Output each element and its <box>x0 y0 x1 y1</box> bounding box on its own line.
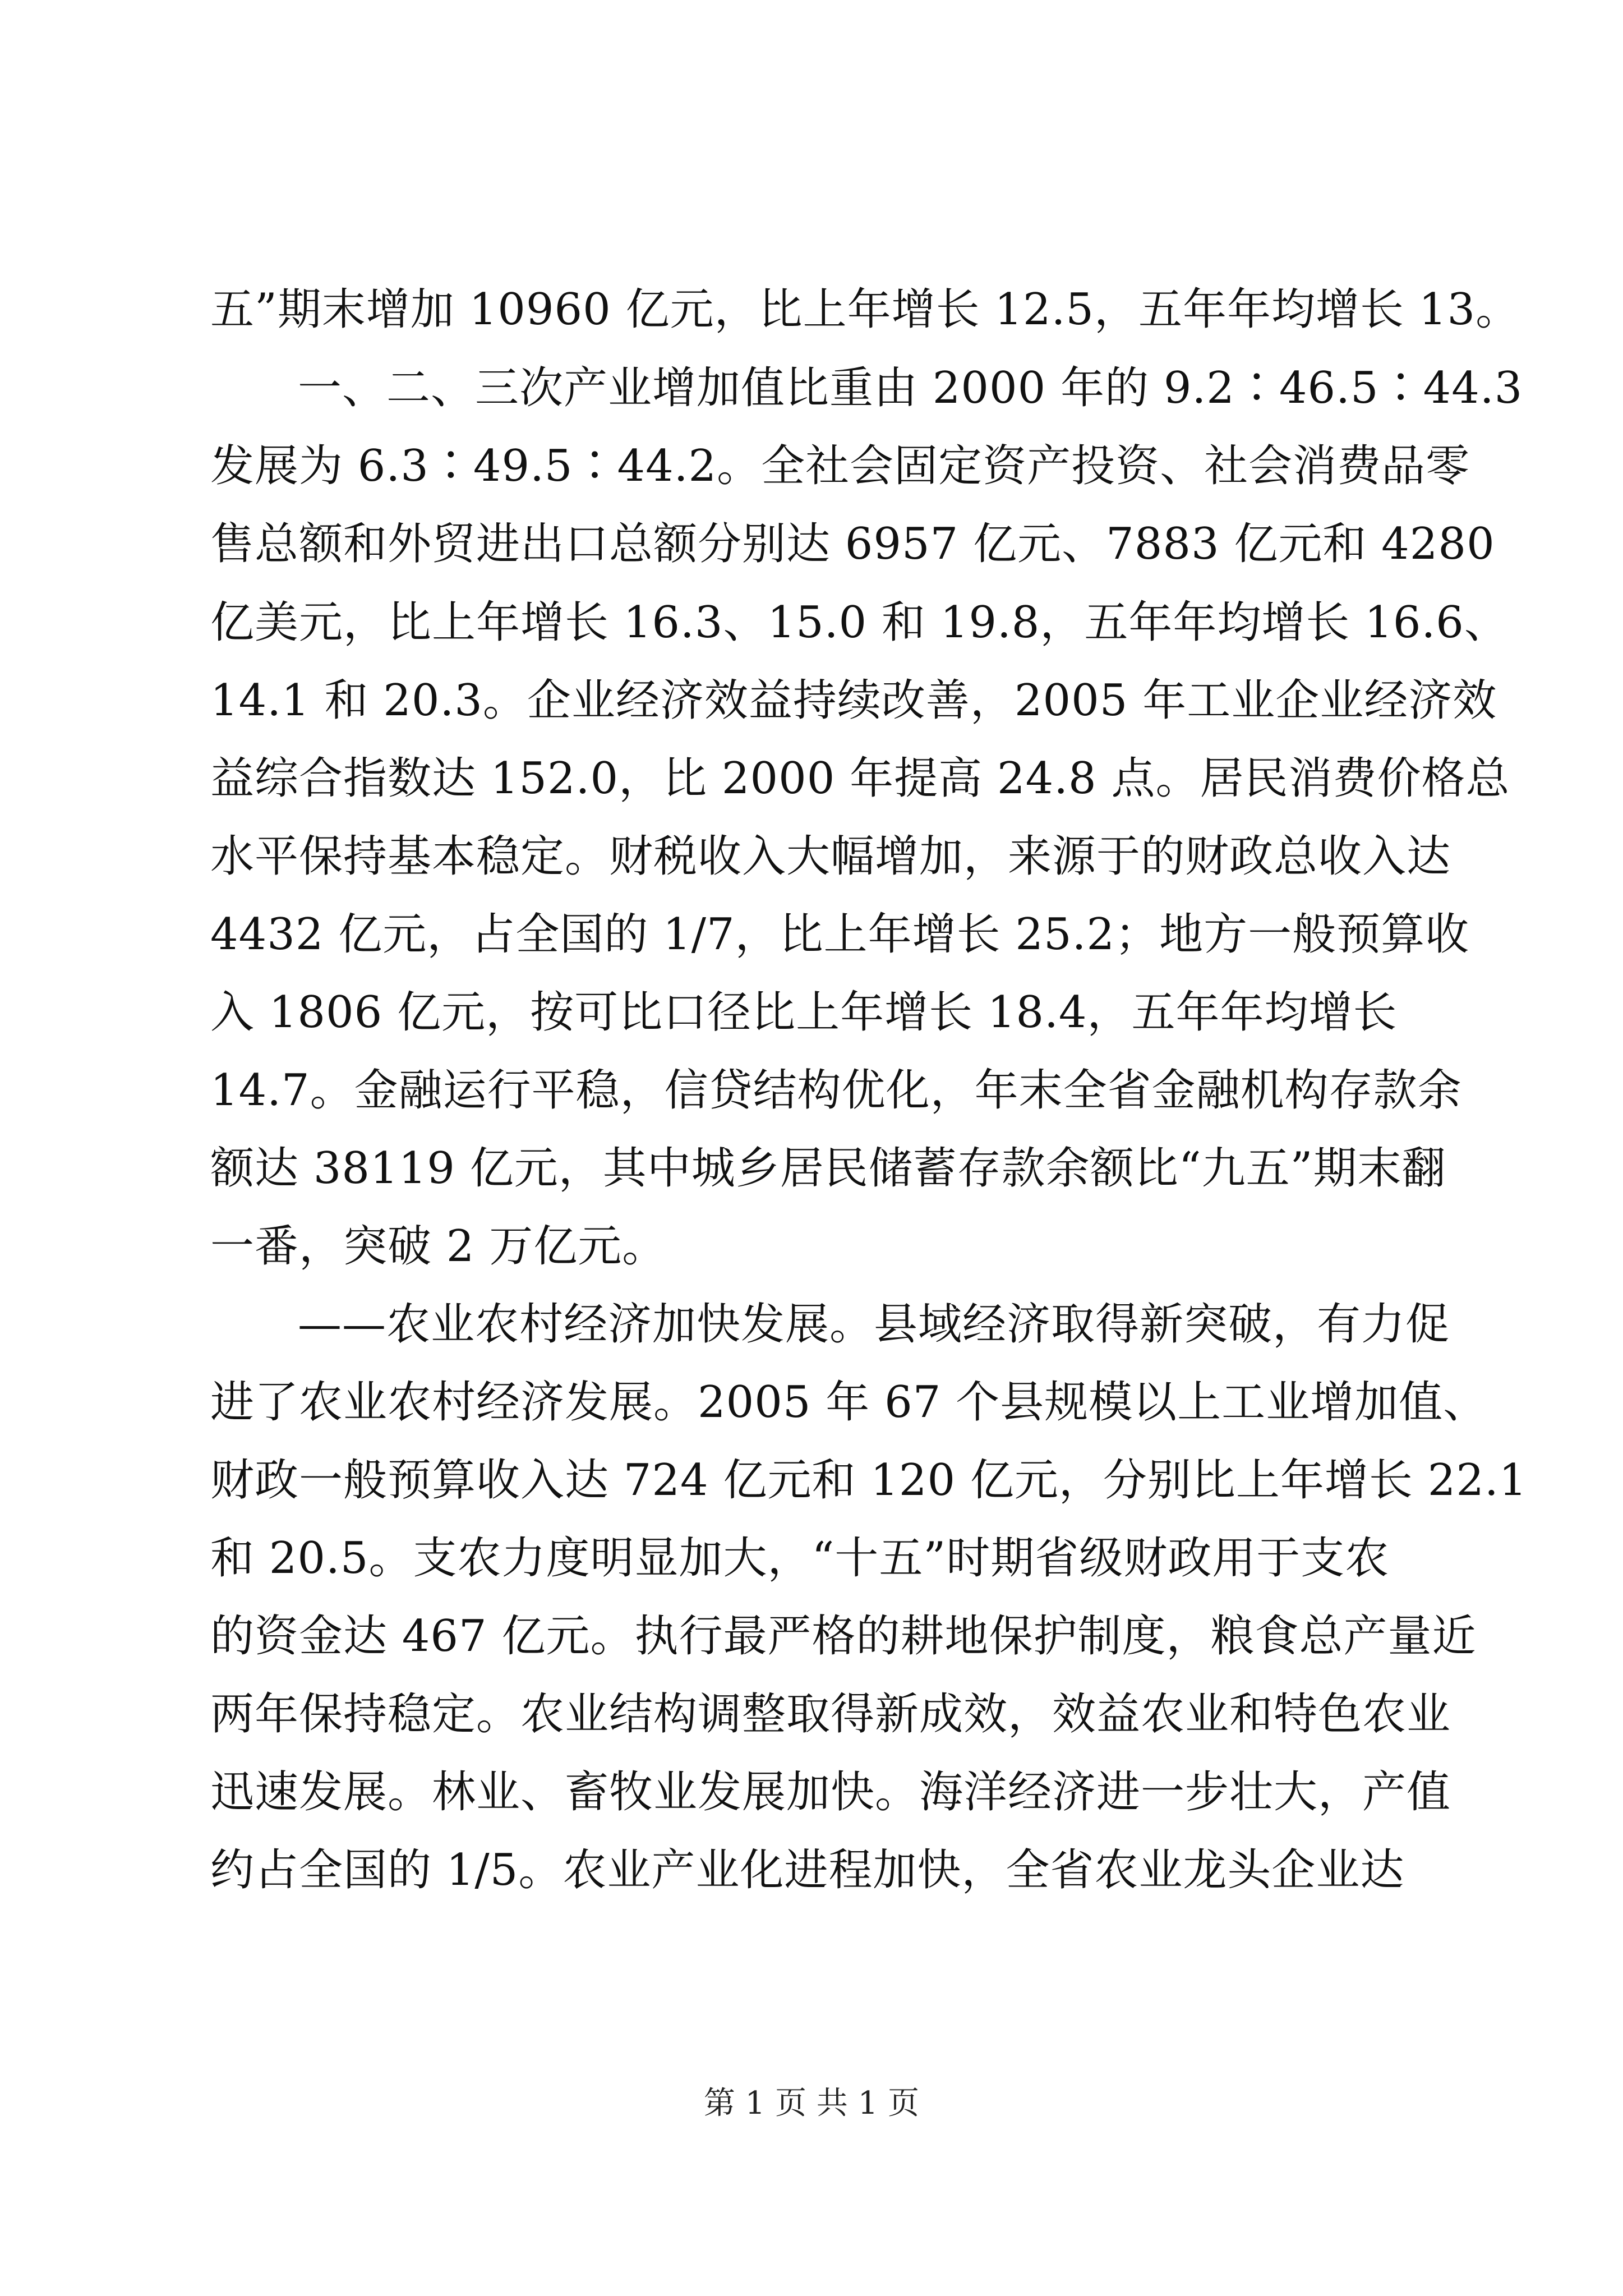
paragraph-line-13: 一番，突破 2 万亿元。 <box>210 1221 667 1272</box>
paragraph-line-6: 14.1 和 20.3。企业经济效益持续改善，2005 年工业企业经济效 <box>210 675 1497 726</box>
paragraph-line-2: 一、二、三次产业增加值比重由 2000 年的 9.2∶46.5∶44.3 <box>298 363 1523 413</box>
paragraph-line-12: 额达 38119 亿元，其中城乡居民储蓄存款余额比“九五”期末翻 <box>210 1143 1446 1194</box>
paragraph-line-21: 约占全国的 1/5。农业产业化进程加快，全省农业龙头企业达 <box>210 1845 1405 1895</box>
paragraph-line-8: 水平保持基本稳定。财税收入大幅增加，来源于的财政总收入达 <box>210 831 1451 882</box>
paragraph-line-7: 益综合指数达 152.0，比 2000 年提高 24.8 点。居民消费价格总 <box>210 753 1510 804</box>
paragraph-line-17: 和 20.5。支农力度明显加大，“十五”时期省级财政用于支农 <box>210 1533 1390 1584</box>
paragraph-line-9: 4432 亿元，占全国的 1/7，比上年增长 25.2；地方一般预算收 <box>210 909 1470 960</box>
paragraph-line-1: 五”期末增加 10960 亿元，比上年增长 12.5，五年年均增长 13。 <box>210 284 1520 335</box>
paragraph-line-16: 财政一般预算收入达 724 亿元和 120 亿元，分别比上年增长 22.1 <box>210 1455 1528 1506</box>
paragraph-line-10: 入 1806 亿元，按可比口径比上年增长 18.4，五年年均增长 <box>210 987 1398 1038</box>
paragraph-line-20: 迅速发展。林业、畜牧业发展加快。海洋经济进一步壮大，产值 <box>210 1767 1451 1818</box>
paragraph-line-3: 发展为 6.3∶49.5∶44.2。全社会固定资产投资、社会消费品零 <box>210 441 1470 491</box>
paragraph-line-19: 两年保持稳定。农业结构调整取得新成效，效益农业和特色农业 <box>210 1689 1451 1740</box>
page-number-footer: 第 1 页 共 1 页 <box>703 2085 920 2122</box>
paragraph-line-5: 亿美元，比上年增长 16.3、15.0 和 19.8，五年年均增长 16.6、 <box>210 597 1509 648</box>
paragraph-line-14: ——农业农村经济加快发展。县域经济取得新突破，有力促 <box>298 1299 1450 1350</box>
paragraph-line-15: 进了农业农村经济发展。2005 年 67 个县规模以上工业增加值、 <box>210 1377 1488 1428</box>
paragraph-line-18: 的资金达 467 亿元。执行最严格的耕地保护制度，粮食总产量近 <box>210 1611 1477 1662</box>
paragraph-line-11: 14.7。金融运行平稳，信贷结构优化，年末全省金融机构存款余 <box>210 1065 1462 1116</box>
paragraph-line-4: 售总额和外贸进出口总额分别达 6957 亿元、7883 亿元和 4280 <box>210 519 1495 569</box>
